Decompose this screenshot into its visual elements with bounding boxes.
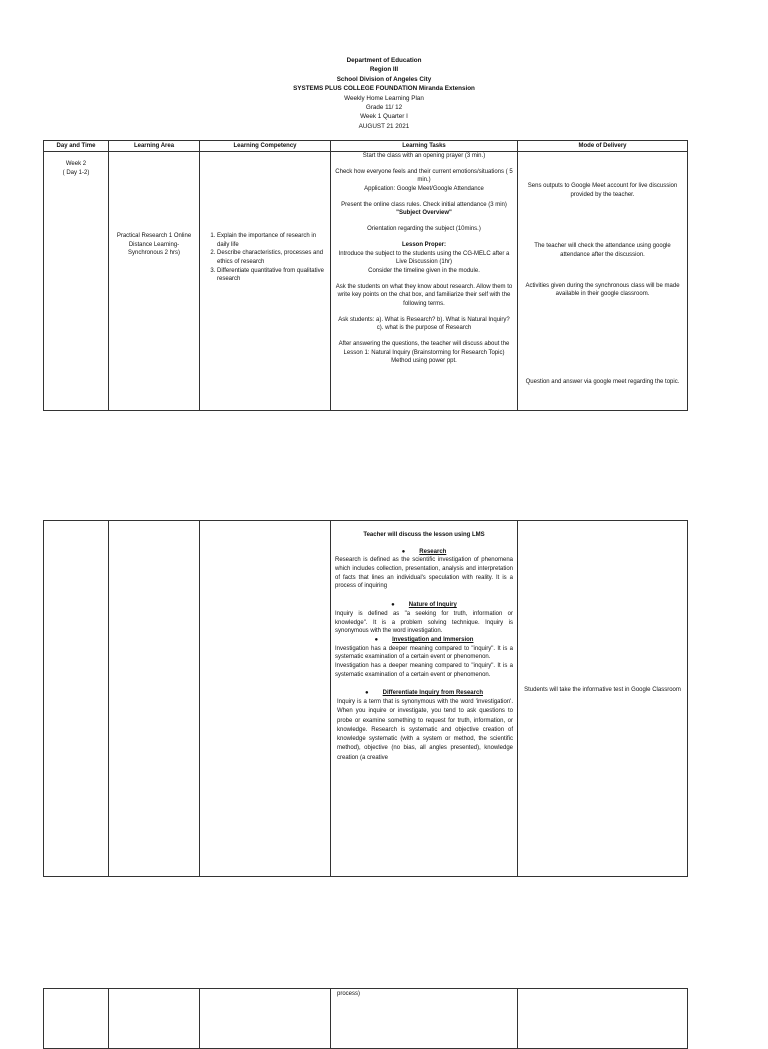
topic-paragraph: Inquiry is a term that is synonymous with the word 'investigation'. When you inquire or investigate, you tend to ask questions to probe or examine something to request for truth, information, or knowledge. Research is systematic and objective creation of knowledge systematic (with a system or method, the scientific method), objective (no bias, all angles presented), knowledge creation (a creative — [337, 699, 513, 761]
mode-text: Question and answer via google meet regarding the topic. — [525, 379, 680, 386]
topic-paragraph: Investigation has a deeper meaning compared to "inquiry". It is a systematic examination of a certain event or phenomenon. — [335, 662, 513, 678]
learning-area-text: Practical Research 1 Online Distance Learning- Synchronous 2 hrs) — [116, 233, 192, 257]
mode-text: The teacher will check the attendance using google attendance after the discussion. — [534, 243, 671, 259]
lms-intro: Teacher will discuss the lesson using LMS — [363, 532, 485, 538]
learning-plan-table-2 — [43, 520, 688, 877]
table-row — [44, 152, 688, 411]
task-text: Present the online class rules. Check initial attendance (3 min) — [341, 201, 507, 208]
header-region: Region III — [369, 66, 399, 74]
task-text: Start the class with an opening prayer (3 min.) — [362, 153, 486, 159]
mode-of-delivery-cell — [518, 152, 688, 411]
learning-plan-table-3 — [43, 988, 688, 1049]
header-week: Week 1 Quarter I — [360, 113, 408, 121]
header-division: School Division of Angeles City — [336, 75, 432, 83]
bullet-icon: ● — [374, 636, 379, 643]
bullet-icon: ● — [401, 548, 406, 555]
learning-area-cell — [109, 521, 200, 877]
column-header: Learning Area — [109, 141, 200, 152]
mode-of-delivery-cell — [518, 989, 688, 1049]
mode-text: Activities given during the synchronous class will be made available in their google classroom. — [525, 282, 680, 298]
task-text: Application: Google Meet/Google Attendance — [364, 186, 484, 193]
lesson-proper-heading: Lesson Proper: — [401, 241, 446, 248]
column-header: Learning Tasks — [331, 141, 518, 152]
task-text: After answering the questions, the teacher will discuss about the Lesson 1: Natural Inquiry (Brainstorming for Research Topic) Method using power ppt. — [338, 341, 510, 365]
task-text: process) — [337, 991, 361, 997]
header-school: SYSTEMS PLUS COLLEGE FOUNDATION Miranda Extension — [293, 85, 475, 93]
day-label: ( Day 1-2) — [62, 169, 90, 176]
task-text: Ask the students on what they know about research. Allow them to write key points on the chat box, and familiarize their self with the following terms. — [335, 283, 513, 307]
header-plan-title: Weekly Home Learning Plan — [344, 94, 424, 102]
header-grade: Grade 11/ 12 — [365, 104, 403, 112]
learning-area-cell — [109, 989, 200, 1049]
learning-tasks-cell — [331, 989, 518, 1049]
week-label: Week 2 — [65, 161, 87, 167]
bullet-icon: ● — [365, 690, 369, 697]
learning-competency-cell — [200, 152, 331, 411]
competency-item: 3. Differentiate quantitative from qualitative research — [217, 267, 327, 284]
competency-item: 1. Explain the importance of research in daily life — [217, 232, 327, 249]
topic-heading: ● Investigation and Immersion — [374, 636, 474, 643]
bullet-icon: ● — [391, 602, 395, 609]
column-header: Learning Competency — [200, 141, 331, 152]
subject-overview-heading: "Subject Overview" — [396, 210, 452, 217]
column-header: Mode of Delivery — [518, 141, 688, 152]
learning-tasks-cell — [331, 152, 518, 411]
learning-competency-cell — [200, 989, 331, 1049]
task-text: Consider the timeline given in the module. — [368, 267, 480, 274]
task-text: Orientation regarding the subject (10mins.) — [367, 226, 481, 233]
table-row — [44, 989, 688, 1049]
learning-competency-cell — [200, 521, 331, 877]
topic-heading: ● Nature of Inquiry — [391, 602, 457, 609]
topic-heading: ● Differentiate Inquiry from Research — [365, 690, 483, 697]
table-header-row — [44, 141, 688, 152]
column-header: Day and Time — [44, 141, 109, 152]
mode-text: Students will take the informative test in Google Classroom — [524, 687, 681, 693]
task-text: Check how everyone feels and their current emotions/situations ( 5 min.) — [335, 168, 513, 184]
topic-paragraph: Research is defined as the scientific investigation of phenomena which includes collection, presentation, analysis and interpretation of facts that lines an individual's speculation with reality. It is a process of inquiring — [335, 557, 513, 590]
document-header — [0, 56, 768, 131]
learning-tasks-cell — [331, 521, 518, 877]
topic-paragraph: Inquiry is defined as "a seeking for truth, information or knowledge". It is a problem solving technique. Inquiry is synonymous with the word investigation. — [335, 610, 513, 635]
task-text: Ask students: a). What is Research? b). What is Natural Inquiry? c). what is the purpose of Research — [338, 316, 510, 332]
mode-of-delivery-cell — [518, 521, 688, 877]
learning-plan-table-1 — [43, 140, 688, 411]
competency-item: 2. Describe characteristics, processes and ethics of research — [217, 249, 327, 266]
header-date: AUGUST 21 2021 — [358, 122, 410, 130]
day-time-cell — [44, 521, 109, 877]
day-time-cell — [44, 152, 109, 411]
topic-paragraph: Investigation has a deeper meaning compared to "inquiry". It is a systematic examination of a certain event or phenomenon. — [335, 645, 513, 661]
day-time-cell — [44, 989, 109, 1049]
mode-text: Sens outputs to Google Meet account for live discussion provided by the teacher. — [527, 183, 678, 198]
topic-heading: ● Research — [401, 548, 447, 555]
competency-list — [203, 232, 327, 284]
learning-area-cell — [109, 152, 200, 411]
header-department: Department of Education — [346, 57, 422, 64]
table-row — [44, 521, 688, 877]
task-text: Introduce the subject to the students using the CG-MELC after a Live Discussion (1hr) — [338, 250, 510, 266]
